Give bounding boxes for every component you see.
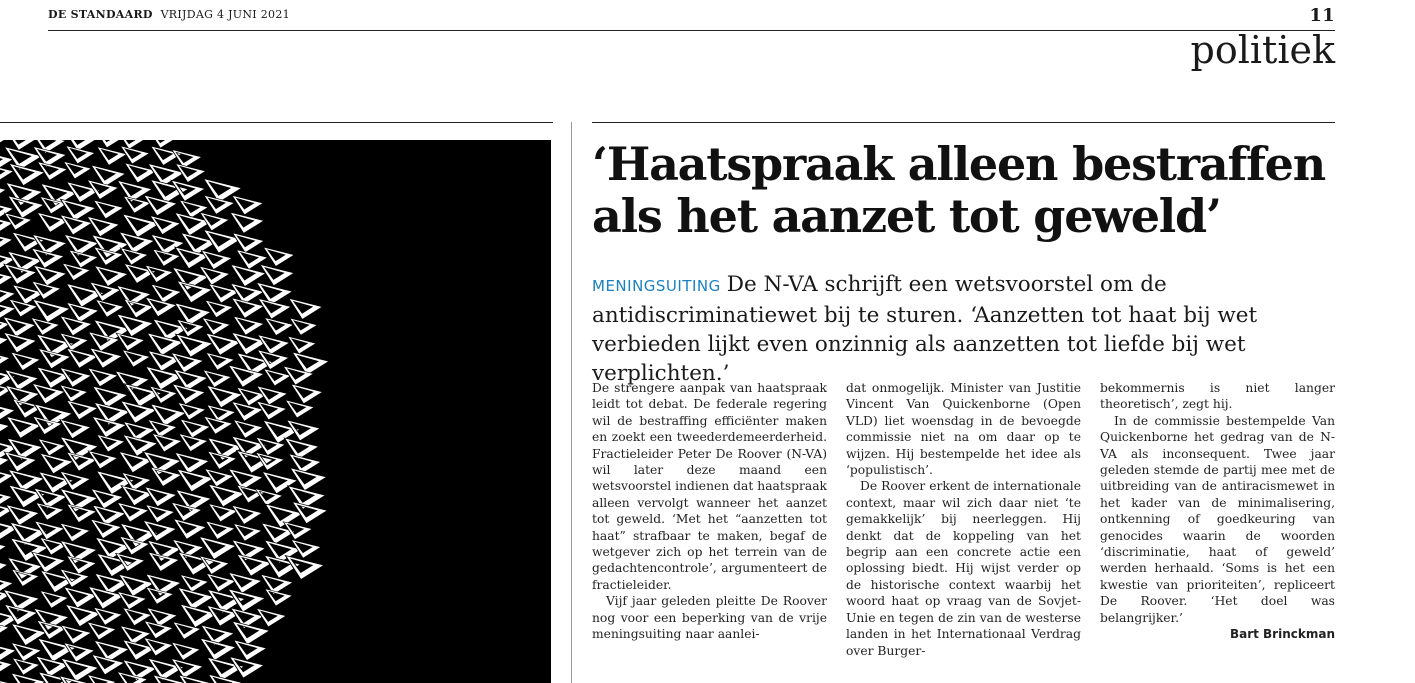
- arrow-shape: [88, 368, 118, 387]
- arrow-shape: [146, 505, 175, 523]
- page-number: 11: [1309, 5, 1335, 26]
- arrow-shape: [87, 217, 119, 237]
- arrow-shape: [290, 318, 317, 335]
- divider-left: [0, 122, 553, 123]
- arrow-shape: [0, 351, 10, 370]
- arrow-shape: [233, 420, 262, 438]
- arrow-shape: [265, 318, 294, 336]
- arrow-shape: [60, 420, 91, 439]
- paragraph: De Roover erkent de internationale context, maar wil zich daar niet ‘te gemakkelijk’ bij neerleggen. Hij denkt dat de koppeling van het begrip aan een concrete actie een oplossing biedt. Hij wijst verder op de historische context waarbij het woord haat op vraag van de Sovjet-Unie en tegen de zin van de westerse landen in het Internationaal Verdrag over Burger-: [846, 479, 1081, 658]
- arrow-shape: [0, 677, 11, 683]
- divider-right: [592, 122, 1335, 123]
- arrow-shape: [97, 147, 127, 166]
- arrow-shape: [4, 333, 37, 353]
- section-title: politiek: [1190, 28, 1335, 72]
- arrow-shape: [202, 318, 230, 335]
- arrow-shape: [40, 453, 73, 474]
- arrow-shape: [263, 247, 294, 266]
- arrow-shape: [40, 591, 68, 608]
- article-kicker: MENINGSUITING: [592, 277, 721, 295]
- arrow-shape: [0, 418, 9, 438]
- arrow-shape: [60, 523, 90, 542]
- arrow-shape: [0, 558, 8, 575]
- arrow-shape: [178, 403, 206, 420]
- article-intro: [592, 270, 1340, 388]
- arrow-shape: [0, 539, 6, 557]
- arrow-shape: [174, 519, 207, 539]
- arrow-shape: [94, 200, 124, 219]
- arrow-shape: [179, 675, 213, 683]
- arrow-shape: [9, 163, 45, 185]
- byline: Bart Brinckman: [1229, 627, 1335, 642]
- arrow-shape: [12, 658, 39, 675]
- article-column-1: [592, 380, 827, 643]
- arrow-shape: [199, 537, 236, 560]
- arrow-shape: [0, 200, 13, 221]
- arrow-shape: [87, 622, 116, 640]
- paragraph: Vijf jaar geleden pleitte De Roover nog voor een beperking van de vrije meningsuiting naar aanlei-: [592, 594, 827, 642]
- arrow-shape: [203, 370, 231, 388]
- newspaper-name: DE STANDAARD: [48, 8, 153, 21]
- arrow-shape: [61, 625, 91, 644]
- arrow-shape: [97, 435, 125, 452]
- arrow-shape: [205, 300, 233, 317]
- arrow-shape: [233, 316, 264, 335]
- arrow-shape: [232, 195, 263, 214]
- arrow-shape: [284, 438, 319, 460]
- arrow-shape: [94, 266, 127, 287]
- arrow-shape: [31, 318, 59, 336]
- arrow-shape: [232, 505, 262, 524]
- arrow-shape: [233, 524, 261, 542]
- arrow-shape: [38, 162, 68, 181]
- arrow-shape: [62, 263, 90, 280]
- intro-text: De N-VA schrijft een wetsvoorstel om de antidiscriminatiewet bij te sturen. ‘Aanzetten tot haat bij wet verbieden lijkt even onzinnig als aanzetten tot liefde bij wet verplichten.’: [592, 272, 1258, 386]
- arrow-shape: [94, 640, 129, 662]
- masthead: [48, 5, 1335, 31]
- arrow-shape: [172, 642, 201, 660]
- arrow-shape: [201, 250, 232, 269]
- arrow-shape: [0, 231, 13, 252]
- arrow-shape: [206, 521, 235, 539]
- arrow-shape: [37, 213, 69, 233]
- arrow-shape: [228, 469, 262, 490]
- issue-date: VRIJDAG 4 JUNI 2021: [160, 8, 290, 21]
- arrow-shape: [11, 352, 40, 370]
- article-column-3: [1100, 380, 1335, 643]
- arrow-pattern-icon: [0, 140, 551, 683]
- paragraph: dat onmogelijk. Minister van Justitie Vincent Van Quickenborne (Open VLD) liet woensdag in de bevoegde commissie niet na om daar op te wijzen. Hij bestempelde het idee als ‘populistisch’.: [846, 381, 1081, 478]
- arrow-shape: [288, 336, 316, 354]
- arrow-shape: [291, 384, 323, 404]
- arrow-shape: [60, 385, 88, 402]
- arrow-shape: [0, 183, 6, 201]
- arrow-shape: [289, 298, 323, 319]
- arrow-shape: [60, 316, 92, 336]
- article-photo: [0, 140, 551, 683]
- paragraph: In de commissie bestempelde Van Quickenborne het gedrag van de N-VA als inconsequent. Twee jaar geleden stemde de partij mee met de uitbreiding van de antiracismewet in het kader van de minimalisering, ontkenning of goedkeuring van genocides waarin de woorden ‘discriminatie, haat of geweld’ werden herhaald. ‘Soms is het een kwestie van prioriteiten’, repliceert De Roover. ‘Het doel was belangrijker.’: [1100, 413, 1335, 625]
- paragraph: De strengere aanpak van haatspraak leidt tot debat. De federale regering wil de bestraffing efficiënter maken en zoekt een tweederdemeerderheid. Fractieleider Peter De Roover (N-VA) wil later deze maand een wetsvoorstel indienen dat haatspraak alleen vervolgt wanneer het aanzet tot geweld. ‘Met het “aanzetten tot haat” strafbaar te maken, begaf de wetgever zich op het terrein van de gedachtencontrole’, argumenteert de fractieleider.: [592, 381, 827, 592]
- article-column-2: [846, 380, 1081, 659]
- arrow-shape: [285, 400, 314, 418]
- arrow-shape: [87, 675, 115, 683]
- column-divider: [571, 122, 572, 683]
- article-headline: ‘Haatspraak alleen bestraffen als het aanzet tot geweld’: [592, 137, 1325, 243]
- arrow-shape: [94, 607, 122, 625]
- arrow-shape: [230, 212, 264, 233]
- paragraph: bekommernis is niet langer theoretisch’, zegt hij.: [1100, 381, 1335, 412]
- arrow-shape: [261, 574, 293, 594]
- arrow-shape: [122, 350, 150, 367]
- arrow-shape: [260, 264, 294, 285]
